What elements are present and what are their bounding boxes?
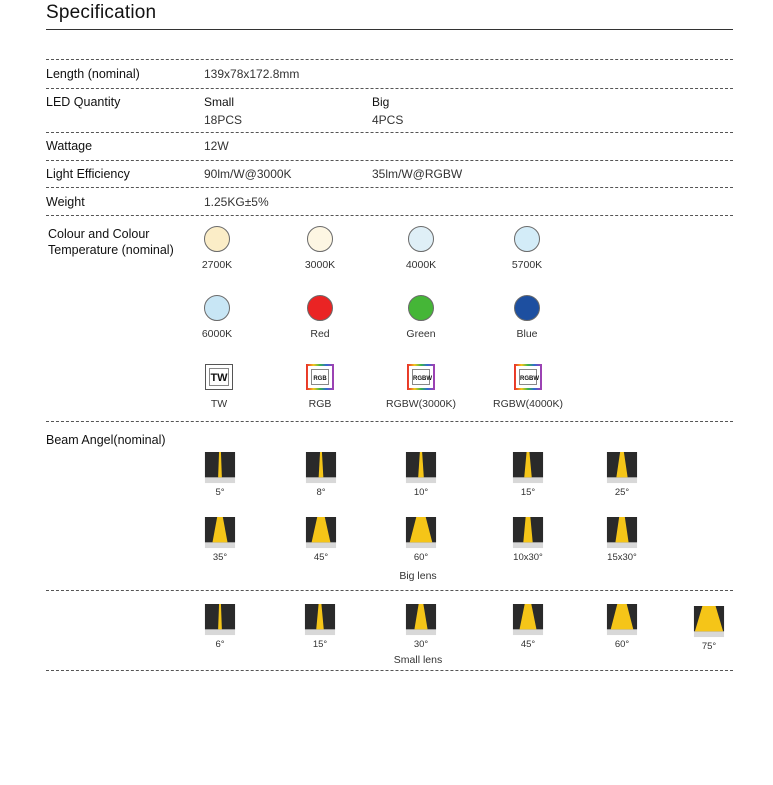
divider [46,215,733,216]
beam-angle-icon [304,604,336,636]
colour-swatch-label: Red [310,328,330,340]
colour-swatch-label: Green [406,328,436,340]
led-big-value: 4PCS [372,113,404,127]
beam-angle-label: 35° [212,552,228,563]
colour-mode-label: RGBW(3000K) [385,398,457,410]
divider [46,132,733,133]
divider [46,59,733,60]
colour-swatch [307,226,333,252]
wattage-value: 12W [204,139,229,153]
beam-angle-icon [512,517,544,549]
beam-angle-label: 45° [313,552,329,563]
colour-swatch [204,226,230,252]
divider [46,88,733,89]
beam-angle-icon [606,517,638,549]
colour-mode-label: TW [210,398,228,410]
beam-angle-label: 75° [701,641,717,652]
colour-swatch [408,295,434,321]
beam-angle-label: 30° [413,639,429,650]
badge-text: RGB [311,369,329,385]
beam-angle-label: 25° [614,487,630,498]
beam-angle-label: Beam Angel(nominal) [46,433,166,447]
colour-label-line2: Temperature (nominal) [48,243,174,257]
page-title: Specification [46,2,157,23]
led-small-value: 18PCS [204,113,243,127]
colour-swatch-label: 3000K [304,259,336,271]
divider [46,160,733,161]
beam-angle-label: 45° [520,639,536,650]
weight-label: Weight [46,195,85,209]
beam-angle-icon [405,517,437,549]
badge-text: RGBW [519,369,537,385]
wattage-label: Wattage [46,139,93,153]
beam-angle-icon [204,452,236,484]
led-quantity-label: LED Quantity [46,95,121,109]
big-lens-caption: Big lens [399,570,437,582]
colour-swatch [514,295,540,321]
beam-angle-icon [405,604,437,636]
colour-swatch [204,295,230,321]
beam-angle-label: 60° [614,639,630,650]
tw-icon [205,364,233,390]
rgb-icon [306,364,334,390]
beam-angle-icon [405,452,437,484]
efficiency-value-3000k: 90lm/W@3000K [204,167,292,181]
badge-text: TW [209,368,229,386]
colour-swatch-label: Blue [516,328,538,340]
colour-mode-label: RGBW(4000K) [492,398,564,410]
colour-swatch-label: 4000K [405,259,437,271]
weight-value: 1.25KG±5% [204,195,269,209]
beam-angle-label: 5° [215,487,225,498]
beam-angle-label: 10x30° [513,552,543,563]
beam-angle-label: 15x30° [607,552,637,563]
led-big-heading: Big [372,95,390,109]
beam-angle-label: 10° [413,487,429,498]
beam-angle-label: 60° [413,552,429,563]
beam-angle-icon [512,452,544,484]
rgb-icon [514,364,542,390]
colour-swatch [307,295,333,321]
led-small-heading: Small [204,95,235,109]
colour-swatch-label: 6000K [201,328,233,340]
beam-angle-icon [693,606,725,638]
divider [46,187,733,188]
beam-angle-icon [606,452,638,484]
beam-angle-icon [512,604,544,636]
beam-angle-icon [606,604,638,636]
colour-label-line1: Colour and Colour [48,227,150,241]
beam-angle-label: 8° [316,487,326,498]
beam-angle-label: 15° [312,639,328,650]
badge-text: RGBW [412,369,430,385]
colour-swatch-label: 2700K [201,259,233,271]
colour-swatch [514,226,540,252]
length-value: 139x78x172.8mm [204,67,300,81]
beam-angle-icon [204,604,236,636]
title-divider [46,29,733,30]
divider [46,670,733,671]
divider [46,590,733,591]
efficiency-value-rgbw: 35lm/W@RGBW [372,167,463,181]
colour-mode-label: RGB [308,398,332,410]
beam-angle-icon [305,517,337,549]
beam-angle-label: 15° [520,487,536,498]
beam-angle-icon [204,517,236,549]
small-lens-caption: Small lens [393,654,443,666]
rgb-icon [407,364,435,390]
beam-angle-icon [305,452,337,484]
beam-angle-label: 6° [215,639,225,650]
colour-swatch-label: 5700K [511,259,543,271]
efficiency-label: Light Efficiency [46,167,130,181]
divider [46,421,733,422]
length-label: Length (nominal) [46,67,140,81]
colour-swatch [408,226,434,252]
